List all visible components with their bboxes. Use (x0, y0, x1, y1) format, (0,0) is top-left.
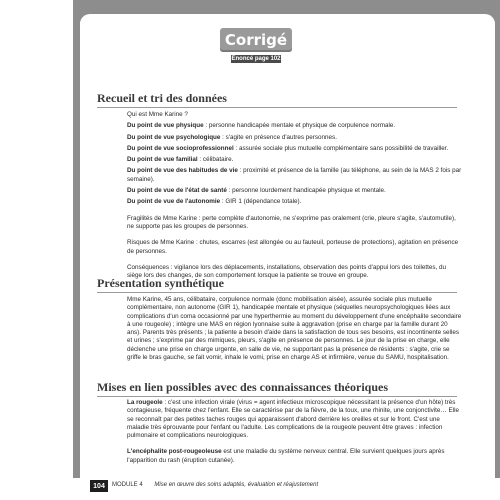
module-label: MODULE 4 (112, 482, 143, 488)
section-heading-theorie: Mises en lien possibles avec des connaissances théoriques (97, 380, 457, 397)
list-item (127, 145, 462, 153)
risques-paragraph: Risques de Mme Karine : chutes, escarres (est allongée ou au fauteuil, porteuse de protections), agitation en présence de personnes. (127, 239, 459, 255)
page-number: 104 (90, 480, 108, 492)
section-heading-recueil: Recueil et tri des données (97, 91, 457, 108)
list-item (127, 122, 462, 130)
page-frame-right (495, 0, 500, 478)
presentation-paragraph: Mme Karine, 45 ans, célibataire, corpulence normale (donc mobilisation aisée), assurée sociale plus mutuelle complémentaire, non autonome (GIR 1), handicapée mentale et physique (séquelles neuropsychologiques liées aux complications d'un coma occasionné par une hyperthermie au moment du développement d'une encéphalite secondaire à une rougeole) ; intègre une MAS en région lyonnaise suite à aggravation (prise en charge par la famille durant 20 ans). Parents très présents ; la patiente a besoin d'aide dans la satisfaction de tous ses besoins, est incontinente selles et urines ; s'exprime par des mimiques, pleurs, s'agite en présence de personnes. Le jour de la prise en charge, elle déclenche une prise en charge urgente, en salle de vie, ne supportant pas la présence de résidents : s'agite, crie se griffe le bras gauche, se fait vomir, inhale le vomi, prise en charge AS et infirmière, venue du SAMU, hospitalisation. (127, 296, 462, 362)
list-item (127, 134, 462, 142)
section-body-recueil (127, 111, 462, 283)
item-text: : proximité et présence de la famille (au téléphone, au sein de la MAS 2 fois par semaine). (127, 167, 462, 183)
term-label: La rougeole (127, 399, 163, 406)
term-text: : c'est une infection virale (virus = agent infectieux microscopique nécessitant la présence d'un hôte) très contagieuse, fréquente chez l'enfant. Elle se caractérise par de la fièvre, de la toux, une rhinite, une conjonctivite… Elle se reconnaît par des petites taches rouges qui apparaissent d'abord derrière les oreilles et sur le front. C'est une maladie très éprouvante pour l'enfant ou l'adulte. Les complications de la rougeole peuvent être graves : infection pulmonaire et complications neurologiques. (127, 399, 459, 440)
item-label: Du point de vue de l'autonomie (127, 198, 221, 206)
item-label: Du point de vue socioprofessionnel (127, 144, 234, 152)
list-item (127, 198, 462, 206)
item-label: Du point de vue psychologique (127, 133, 221, 141)
list-item (127, 156, 462, 164)
item-text: : personne lourdement handicapée physique et mentale. (226, 187, 386, 195)
section-body-theorie (127, 399, 462, 468)
item-label: Du point de vue physique (127, 122, 204, 130)
page-title: Corrigé (220, 28, 292, 52)
fragilites-paragraph: Fragilités de Mme Karine : perte complète d'autonomie, ne s'exprime pas oralement (crie, pleure s'agite, s'automutile), ne supporte pas les groupes de personnes. (127, 214, 456, 230)
item-text: : célibataire. (197, 156, 234, 164)
item-text: : GIR 1 (dépendance totale). (220, 198, 302, 206)
item-text: : assurée sociale plus mutuelle complémentaire sans possibilité de travailler. (233, 144, 449, 152)
consequences-paragraph: Conséquences : vigilance lors des déplacements, installations, observation des points d'appui lors des toilettes, du siège lors des changes, de son comportement lorsque la patiente se trouve en groupe. (127, 263, 447, 280)
section-heading-presentation: Présentation synthétique (97, 276, 457, 293)
item-text: : personne handicapée mentale et physique de corpulence normale. (203, 122, 396, 130)
question-line: Qui est Mme Karine ? (127, 111, 188, 118)
item-text: : s'agite en présence d'autres personnes. (220, 133, 337, 141)
encephalite-paragraph (127, 448, 462, 465)
page-reference-badge: Énoncé page 102 (231, 56, 281, 62)
footer-caption (112, 482, 318, 488)
item-label: Du point de vue familial (127, 156, 198, 164)
item-label: Du point de vue des habitudes de vie (127, 167, 238, 175)
list-item (127, 167, 462, 184)
module-subtitle: Mise en œuvre des soins adaptés, évaluation et réajustement (154, 482, 319, 488)
item-label: Du point de vue de l'état de santé (127, 187, 227, 195)
page-frame-left (73, 0, 80, 478)
term-label: L'encéphalite post-rougeoleuse (127, 448, 222, 456)
term-text: est une maladie du système nerveux central. Elle survient quelques jours après l'apparition du rash (éruption cutanée). (127, 448, 445, 464)
list-item (127, 187, 462, 195)
rougeole-paragraph (127, 399, 462, 440)
section-body-presentation (127, 296, 462, 365)
